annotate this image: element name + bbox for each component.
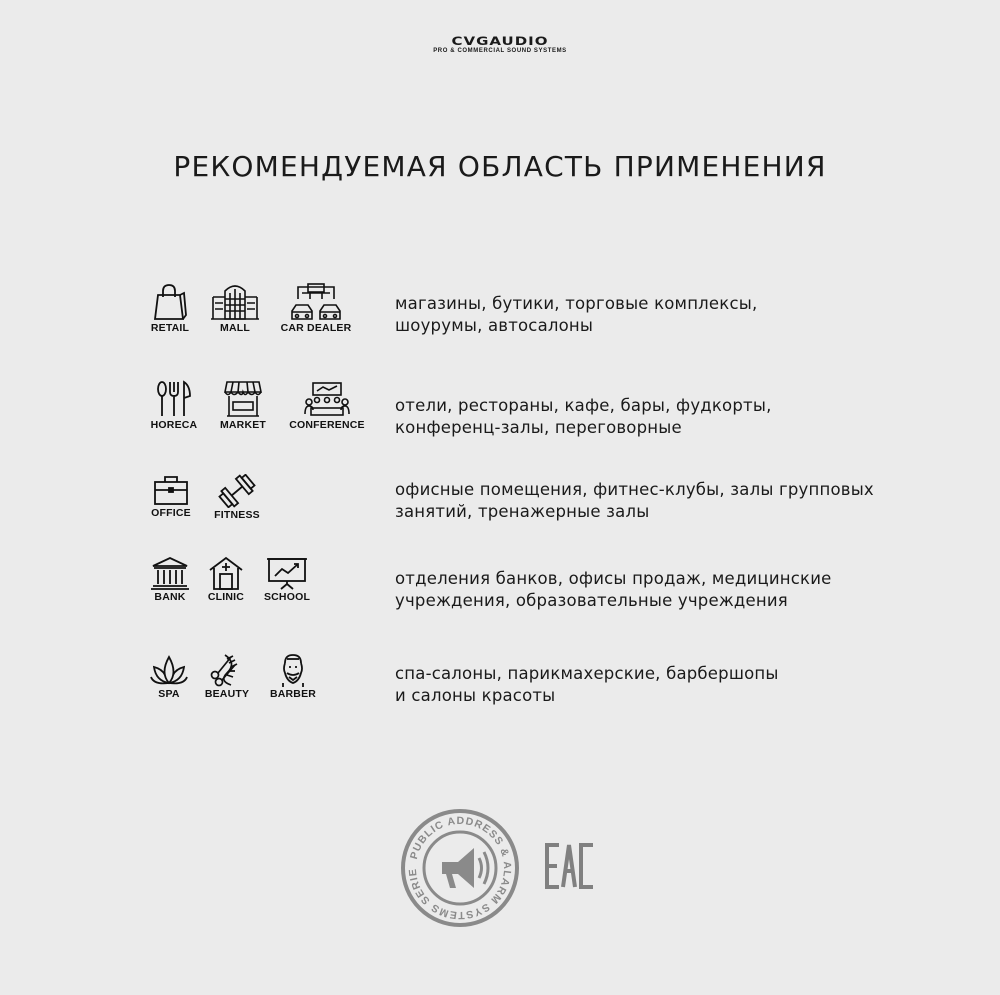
market-item: MARKET xyxy=(203,380,283,431)
icon-group xyxy=(140,283,380,343)
retail-item: RETAIL xyxy=(130,283,210,334)
bearded-man-icon xyxy=(275,653,311,687)
eac-certification-mark xyxy=(545,843,595,894)
icon-group xyxy=(140,380,380,440)
brand-tagline: PRO & COMMERCIAL SOUND SYSTEMS xyxy=(433,48,567,54)
briefcase-icon xyxy=(151,474,191,506)
fitness-item: FITNESS xyxy=(197,474,277,521)
eac-logo xyxy=(545,843,595,889)
megaphone-icon xyxy=(442,848,488,888)
application-description xyxy=(395,663,915,707)
public-address-badge xyxy=(400,808,520,928)
market-stall-icon xyxy=(223,380,263,418)
school-item: SCHOOL xyxy=(247,556,327,603)
dumbbell-icon xyxy=(217,474,257,508)
description-line: офисные помещения, фитнес-клубы, залы групповых xyxy=(395,480,874,499)
shopping-bag-icon xyxy=(150,283,190,321)
car-dealer-icon xyxy=(288,283,344,321)
icon-group xyxy=(140,556,380,616)
description-line: магазины, бутики, торговые комплексы, xyxy=(395,294,758,313)
icon-group xyxy=(140,653,380,713)
description-line: отели, рестораны, кафе, бары, фудкорты, xyxy=(395,396,772,415)
lotus-icon xyxy=(150,653,188,687)
presentation-board-icon xyxy=(265,556,309,590)
scissors-comb-icon xyxy=(207,653,247,687)
brand-logo xyxy=(0,33,1000,54)
description-line: шоурумы, автосалоны xyxy=(395,316,594,335)
mall-building-icon xyxy=(209,283,261,321)
bank-item: BANK xyxy=(130,556,210,603)
clinic-item: CLINIC xyxy=(186,556,266,603)
application-description xyxy=(395,293,915,337)
office-item: OFFICE xyxy=(131,474,211,519)
application-description xyxy=(395,395,915,439)
description-line: конференц-залы, переговорные xyxy=(395,418,682,437)
spa-item: SPA xyxy=(129,653,209,700)
conference-item: CONFERENCE xyxy=(287,380,367,431)
badge-text: PUBLIC ADDRESS & ALARM SYSTEMS SERIE xyxy=(406,814,514,922)
bank-building-icon xyxy=(150,556,190,590)
cutlery-icon xyxy=(154,380,194,418)
car-dealer-item: CAR DEALER xyxy=(276,283,356,334)
description-line: спа-салоны, парикмахерские, барбершопы xyxy=(395,664,779,683)
description-line: и салоны красоты xyxy=(395,686,556,705)
description-line: учреждения, образовательные учреждения xyxy=(395,591,788,610)
barber-item: BARBER xyxy=(253,653,333,700)
description-line: занятий, тренажерные залы xyxy=(395,502,650,521)
description-line: отделения банков, офисы продаж, медицинские xyxy=(395,569,832,588)
series-badge xyxy=(400,808,520,933)
page-title: РЕКОМЕНДУЕМАЯ ОБЛАСТЬ ПРИМЕНЕНИЯ xyxy=(173,150,827,183)
conference-table-icon xyxy=(303,380,351,418)
mall-item: MALL xyxy=(195,283,275,334)
horeca-item: HORECA xyxy=(134,380,214,431)
application-description xyxy=(395,479,915,523)
brand-name: CVGAUDIO xyxy=(451,34,549,48)
icon-group xyxy=(140,474,380,534)
application-description xyxy=(395,568,915,612)
beauty-item: BEAUTY xyxy=(187,653,267,700)
clinic-icon xyxy=(206,556,246,590)
